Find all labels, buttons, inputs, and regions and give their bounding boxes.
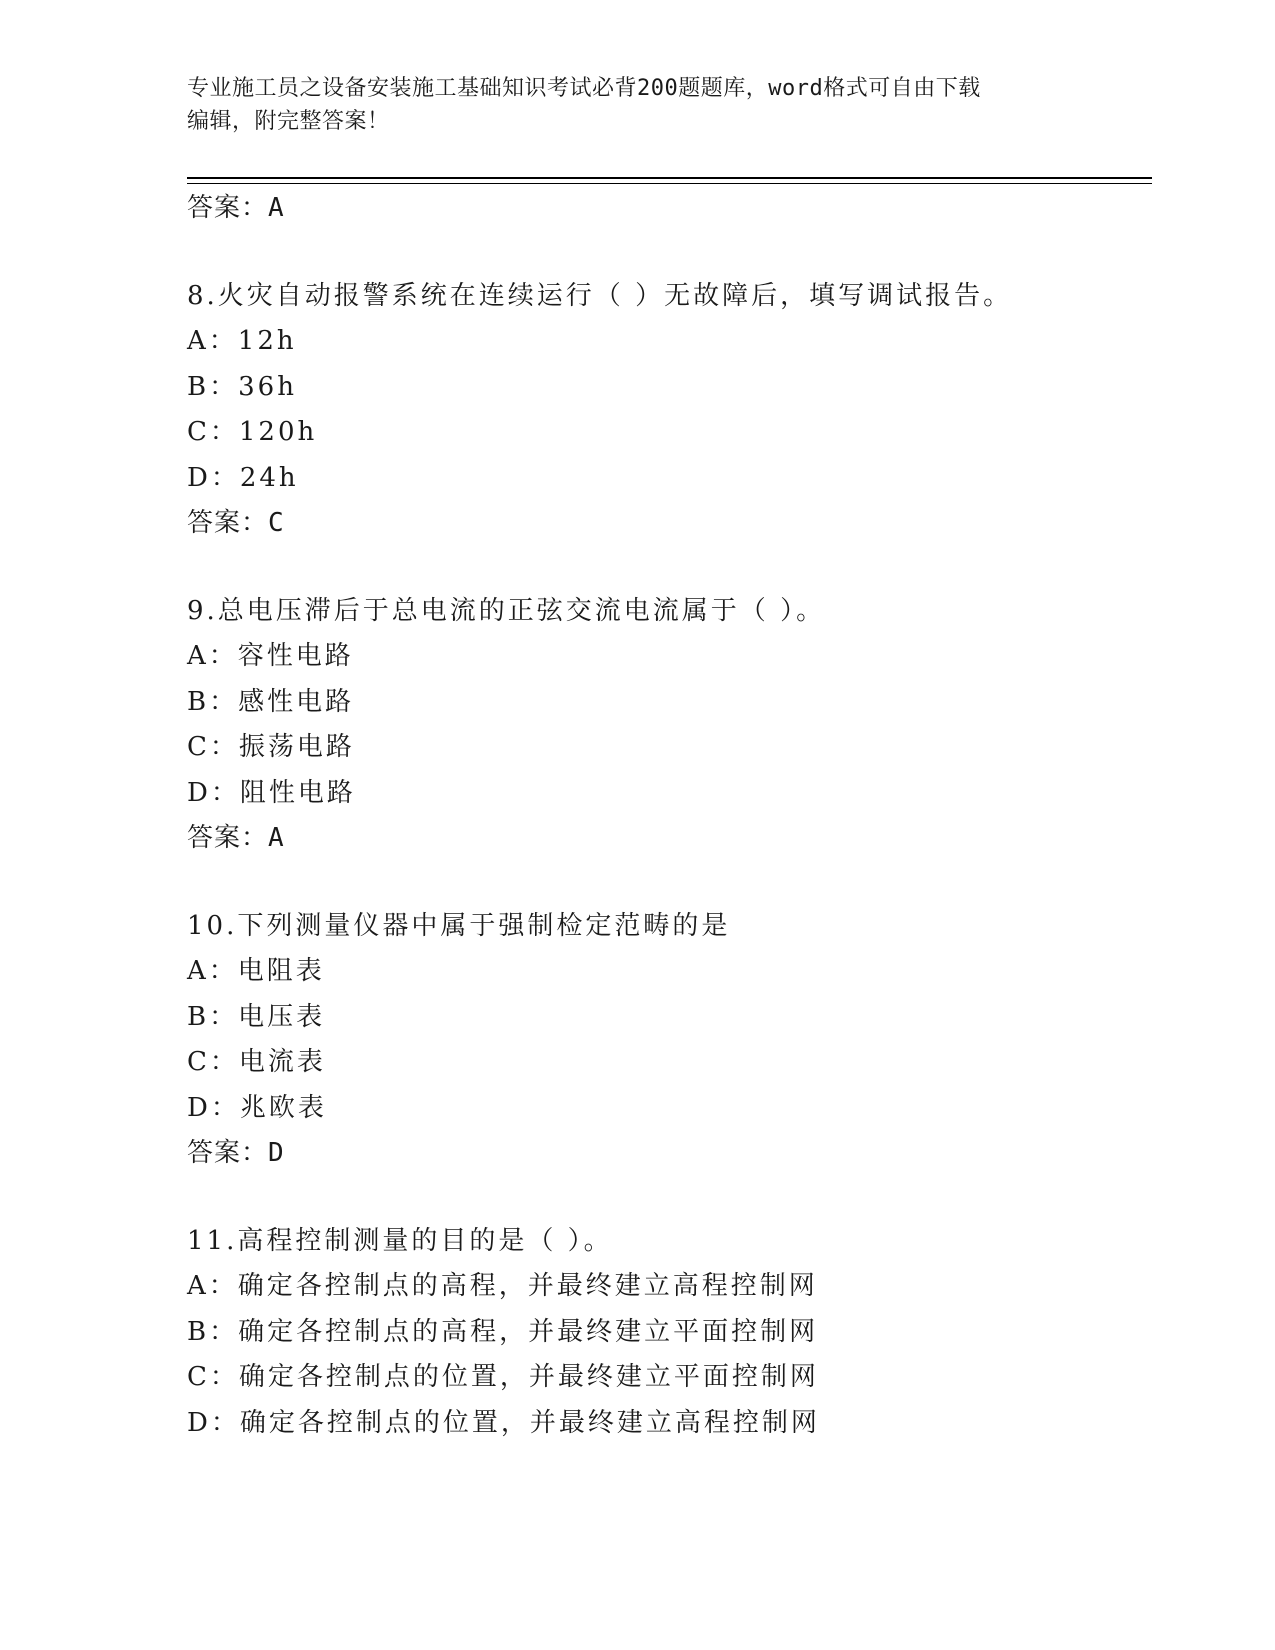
- option-a: A：确定各控制点的高程，并最终建立高程控制网: [187, 1271, 818, 1301]
- question-list: [187, 186, 1137, 1446]
- option-c: C：确定各控制点的位置，并最终建立平面控制网: [187, 1362, 819, 1392]
- spacer: [187, 546, 1137, 588]
- question-9: [187, 588, 1137, 861]
- option-b: B：确定各控制点的高程，并最终建立平面控制网: [187, 1316, 819, 1347]
- question-stem: 9.总电压滞后于总电流的正弦交流电流属于（ ）。: [187, 596, 826, 626]
- document-header: [187, 72, 1087, 138]
- option-d: D：确定各控制点的位置，并最终建立高程控制网: [187, 1407, 820, 1438]
- option-b: B：感性电路: [187, 686, 355, 717]
- answer: 答案：C: [187, 508, 285, 538]
- option-a: A：电阻表: [187, 956, 325, 986]
- option-d: D：24h: [187, 462, 299, 493]
- question-8: [187, 273, 1137, 546]
- answer: 答案：A: [187, 823, 285, 853]
- option-b: B：电压表: [187, 1001, 326, 1032]
- option-d: D：兆欧表: [187, 1092, 327, 1123]
- question-10: [187, 903, 1137, 1176]
- spacer: [187, 861, 1137, 903]
- spacer: [187, 231, 1137, 273]
- option-a: A：容性电路: [187, 641, 354, 671]
- option-c: C：振荡电路: [187, 732, 355, 762]
- header-line-1: 专业施工员之设备安装施工基础知识考试必背200题题库，word格式可自由下载: [187, 76, 981, 101]
- question-11: [187, 1218, 1137, 1446]
- question-stem: 10.下列测量仪器中属于强制检定范畴的是: [187, 911, 731, 941]
- option-a: A：12h: [187, 326, 297, 356]
- header-divider-thin: [187, 183, 1152, 184]
- answer-previous: 答案：A: [187, 193, 285, 223]
- option-c: C：电流表: [187, 1047, 326, 1077]
- spacer: [187, 1176, 1137, 1218]
- option-d: D：阻性电路: [187, 777, 356, 808]
- option-c: C：120h: [187, 417, 318, 447]
- header-divider-thick: [187, 177, 1152, 179]
- answer: 答案：D: [187, 1138, 285, 1168]
- option-b: B：36h: [187, 371, 297, 402]
- question-stem: 11.高程控制测量的目的是（ ）。: [187, 1226, 613, 1256]
- question-stem: 8.火灾自动报警系统在连续运行（ ）无故障后，填写调试报告。: [187, 281, 1013, 311]
- header-line-2: 编辑，附完整答案！: [187, 109, 390, 134]
